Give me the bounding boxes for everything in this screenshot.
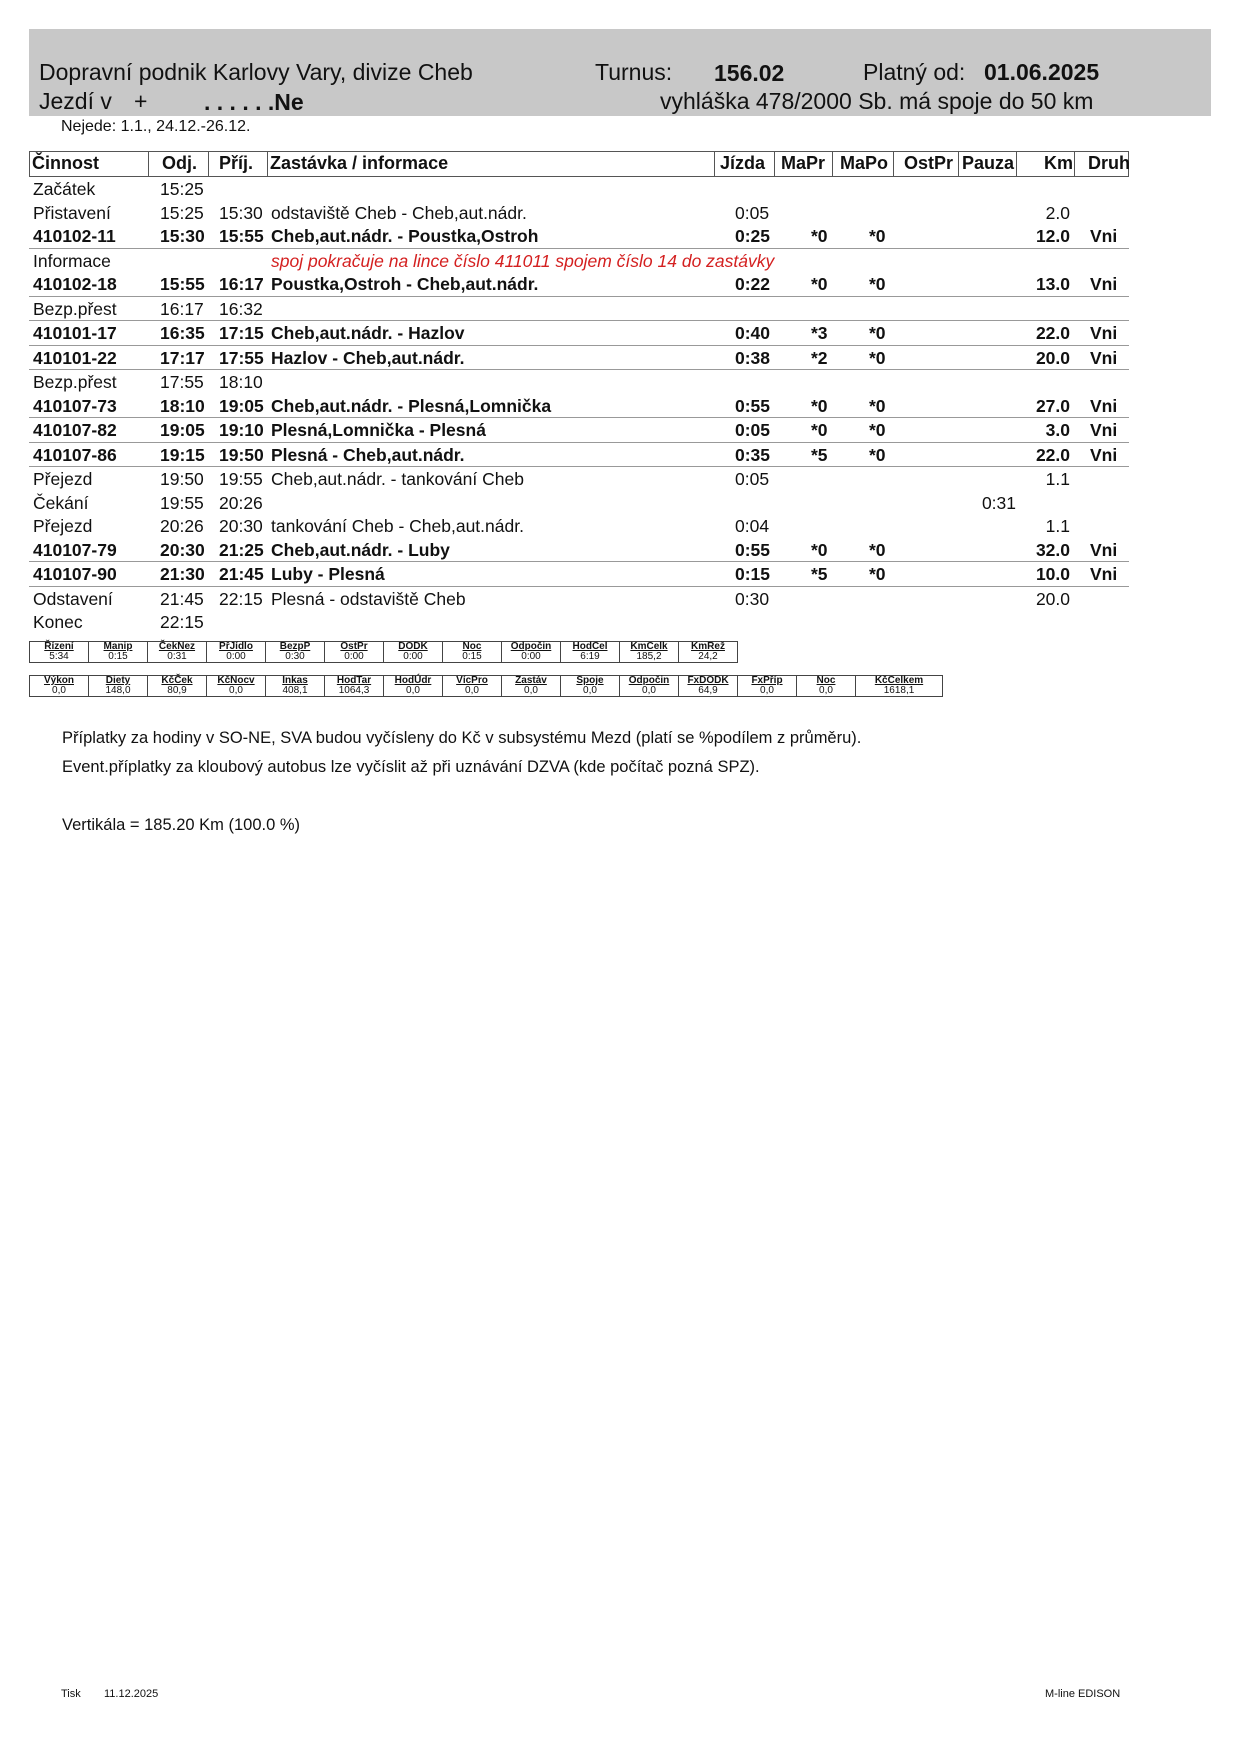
cell-km: 27.0 [1035, 395, 1070, 416]
cell-prij: 20:26 [219, 492, 263, 513]
cell-km: 22.0 [1035, 323, 1070, 343]
cell-cinnost: Přejezd [33, 469, 93, 489]
cell-cinnost: Začátek [33, 179, 96, 199]
col-pauza: Pauza [962, 153, 1015, 173]
summary-label: HodTar [336, 675, 372, 686]
table-row [29, 394, 1129, 419]
cell-cinnost: Odstavení [33, 588, 113, 609]
table-row [29, 249, 1129, 273]
table-row [29, 610, 1129, 634]
col-prij: Příj. [219, 153, 254, 173]
summary-value: 0,0 [406, 685, 420, 696]
cell-jizda: 0:04 [735, 516, 770, 536]
cell-mapo: *0 [869, 444, 886, 465]
summary-value: 0:00 [521, 651, 541, 662]
cell-cinnost: 410107-73 [33, 395, 117, 416]
cell-prij: 21:45 [219, 564, 264, 584]
cell-mapo: *0 [869, 323, 886, 343]
cell-cinnost: 410102-11 [33, 226, 116, 246]
software-name: M-line EDISON [1045, 1688, 1121, 1700]
cell-jizda: 0:55 [735, 395, 771, 416]
summary-label: FxPříp [751, 675, 783, 686]
cell-odj: 20:26 [160, 516, 204, 536]
cell-zastavka: Cheb,aut.nádr. - Plesná,Lomnička [271, 395, 552, 416]
header-band [29, 29, 1211, 116]
summary-cell [679, 676, 738, 696]
cell-km: 1.1 [1045, 469, 1070, 489]
cell-druh: Vni [1090, 420, 1118, 440]
summary-label: Manip [103, 641, 133, 652]
summary-value: 5:34 [49, 651, 69, 662]
cell-druh: Vni [1090, 226, 1118, 246]
summary-table-hours [29, 641, 738, 663]
summary-cell [266, 642, 325, 662]
summary-value: 24,2 [698, 651, 718, 662]
summary-cell [620, 642, 679, 662]
runs-label: Jezdí v [39, 88, 112, 114]
cell-prij: 15:55 [219, 226, 264, 246]
cell-mapr: *0 [811, 395, 828, 416]
cell-cinnost: Konec [33, 612, 83, 632]
cell-km: 20.0 [1035, 347, 1070, 368]
cell-zastavka: Plesná,Lomnička - Plesná [271, 420, 486, 440]
cell-prij: 19:10 [219, 420, 264, 440]
summary-value: 185,2 [636, 651, 662, 662]
summary-label: ČekNez [158, 641, 196, 652]
summary-cell [502, 676, 561, 696]
summary-label: Diety [105, 675, 131, 686]
cell-jizda: 0:40 [735, 323, 771, 343]
summary-label: Odpočin [510, 641, 552, 652]
cell-km: 10.0 [1035, 564, 1070, 584]
col-mapr: MaPr [781, 153, 826, 173]
cell-zastavka: Plesná - Cheb,aut.nádr. [271, 444, 465, 465]
table-row [29, 514, 1129, 538]
cell-mapr: *3 [811, 323, 828, 343]
summary-value: 0,0 [642, 685, 656, 696]
table-row [29, 443, 1129, 468]
summary-label: DODK [398, 641, 428, 652]
col-cinnost: Činnost [32, 153, 99, 173]
cell-odj: 19:50 [160, 469, 204, 489]
cell-jizda: 0:22 [735, 274, 771, 294]
table-row [29, 538, 1129, 563]
cell-zastavka: Hazlov - Cheb,aut.nádr. [271, 347, 465, 368]
cell-odj: 21:30 [160, 564, 205, 584]
summary-cell [620, 676, 679, 696]
cell-km: 2.0 [1045, 202, 1070, 223]
cell-cinnost: 410101-22 [33, 347, 117, 368]
summary-cell [856, 676, 942, 696]
summary-cell [561, 642, 620, 662]
cell-prij: 18:10 [219, 372, 263, 392]
cell-odj: 15:55 [160, 274, 205, 294]
cell-cinnost: Přejezd [33, 516, 93, 536]
valid-from-value: 01.06.2025 [984, 59, 1100, 85]
summary-value: 0,0 [760, 685, 774, 696]
summary-cell [148, 676, 207, 696]
cell-odj: 19:05 [160, 420, 205, 440]
table-row [29, 321, 1129, 346]
summary-label: FxDODK [687, 675, 729, 686]
summary-label: KčNocv [217, 675, 255, 686]
cell-prij: 17:55 [219, 347, 264, 368]
summary-value: 0,0 [819, 685, 833, 696]
cell-jizda: 0:25 [735, 226, 771, 246]
summary-cell [797, 676, 856, 696]
cell-mapr: *5 [811, 564, 828, 584]
cell-jizda: 0:30 [735, 588, 770, 609]
cell-druh: Vni [1090, 323, 1118, 343]
exceptions-note: Nejede: 1.1., 24.12.-26.12. [61, 118, 251, 135]
note-articulated-bus: Event.příplatky za kloubový autobus lze vyčíslit až při uznávání DZVA (kde počítač pozná SPZ). [62, 758, 760, 776]
cell-jizda: 0:38 [735, 347, 771, 368]
cell-km: 20.0 [1035, 588, 1070, 609]
cell-zastavka: Luby - Plesná [271, 564, 385, 584]
summary-cell [89, 642, 148, 662]
summary-label: PřJídlo [219, 641, 253, 652]
summary-value: 0:00 [403, 651, 423, 662]
cell-km: 22.0 [1035, 444, 1070, 465]
summary-value: 0:31 [167, 651, 187, 662]
cell-cinnost: Čekání [33, 492, 89, 513]
table-row [29, 201, 1129, 225]
regulation-text: vyhláška 478/2000 Sb. má spoje do 50 km [660, 88, 1094, 114]
col-odj: Odj. [162, 153, 197, 173]
cell-zastavka: odstaviště Cheb - Cheb,aut.nádr. [271, 202, 527, 223]
summary-value: 408,1 [282, 685, 308, 696]
cell-cinnost: 410107-79 [33, 539, 117, 560]
cell-cinnost: 410102-18 [33, 274, 117, 294]
cell-odj: 16:35 [160, 323, 205, 343]
table-row [29, 562, 1129, 587]
cell-cinnost: 410107-86 [33, 444, 117, 465]
col-mapo: MaPo [840, 153, 889, 173]
print-date: 11.12.2025 [104, 1688, 159, 1700]
table-row [29, 491, 1129, 515]
cell-cinnost: Bezp.přest [33, 372, 117, 392]
summary-value: 1064,3 [338, 685, 370, 696]
summary-table-costs [29, 675, 943, 697]
summary-value: 0:00 [344, 651, 364, 662]
table-row [29, 177, 1129, 201]
summary-value: 0:15 [108, 651, 128, 662]
cell-jizda: 0:05 [735, 420, 771, 440]
cell-odj: 15:25 [160, 179, 204, 199]
cell-odj: 19:15 [160, 444, 205, 465]
summary-value: 6:19 [580, 651, 600, 662]
summary-cell [148, 642, 207, 662]
cell-prij: 15:30 [219, 202, 263, 223]
runs-value: . . . . . .Ne [204, 89, 304, 115]
summary-value: 0:15 [462, 651, 482, 662]
summary-label: OstPr [340, 641, 368, 652]
turnus-value: 156.02 [714, 60, 785, 86]
cell-mapr: *0 [811, 226, 828, 246]
cell-prij: 19:05 [219, 395, 264, 416]
cell-pauza: 0:31 [981, 492, 1016, 513]
cell-prij: 22:15 [219, 588, 263, 609]
vertikala-total: Vertikála = 185.20 Km (100.0 %) [62, 816, 301, 834]
cell-odj: 21:45 [160, 588, 204, 609]
summary-value: 0,0 [583, 685, 597, 696]
summary-cell [207, 642, 266, 662]
summary-label: Zastáv [515, 675, 547, 686]
table-row [29, 272, 1129, 297]
table-row [29, 224, 1129, 249]
cell-zastavka: Cheb,aut.nádr. - Poustka,Ostroh [271, 226, 539, 246]
cell-druh: Vni [1090, 564, 1118, 584]
cell-km: 32.0 [1035, 539, 1070, 560]
cell-mapo: *0 [869, 564, 886, 584]
col-km: Km [1044, 153, 1074, 173]
summary-cell [443, 642, 502, 662]
cell-jizda: 0:35 [735, 444, 771, 465]
cell-prij: 16:17 [219, 274, 264, 294]
schedule-table [29, 151, 1129, 634]
cell-mapr: *2 [811, 347, 828, 368]
cell-jizda: 0:15 [735, 564, 771, 584]
summary-label: Noc [462, 641, 482, 652]
summary-label: KčCelkem [874, 675, 924, 686]
summary-cell [384, 642, 443, 662]
summary-value: 0,0 [229, 685, 243, 696]
summary-label: Odpočin [628, 675, 670, 686]
cell-zastavka: Cheb,aut.nádr. - Luby [271, 539, 450, 560]
summary-cell [89, 676, 148, 696]
summary-label: BezpP [279, 641, 311, 652]
cell-jizda: 0:55 [735, 539, 771, 560]
cell-prij: 21:25 [219, 539, 264, 560]
summary-cell [207, 676, 266, 696]
cell-km: 1.1 [1045, 516, 1070, 536]
summary-label: Spoje [576, 675, 604, 686]
summary-cell [325, 642, 384, 662]
summary-value: 80,9 [167, 685, 187, 696]
cell-odj: 16:17 [160, 298, 204, 319]
summary-label: KmCelk [630, 641, 668, 652]
table-row [29, 467, 1129, 491]
cell-cinnost: 410107-82 [33, 420, 117, 440]
summary-label: Výkon [43, 675, 74, 686]
cell-mapr: *5 [811, 444, 828, 465]
cell-mapr: *0 [811, 539, 828, 560]
cell-zastavka: Poustka,Ostroh - Cheb,aut.nádr. [271, 274, 539, 294]
cell-odj: 19:55 [160, 492, 204, 513]
table-header [29, 151, 1129, 177]
table-row [29, 370, 1129, 394]
summary-value: 0,0 [52, 685, 66, 696]
cell-km: 3.0 [1045, 420, 1070, 440]
cell-zastavka: spoj pokračuje na lince číslo 411011 spojem číslo 14 do zastávky [271, 250, 775, 271]
turnus-label: Turnus: [595, 59, 673, 85]
cell-cinnost: 410107-90 [33, 564, 117, 584]
cell-odj: 17:55 [160, 372, 204, 392]
summary-value: 0:30 [285, 651, 305, 662]
cell-km: 13.0 [1035, 274, 1070, 294]
schedule-rows [29, 177, 1129, 634]
cell-jizda: 0:05 [735, 469, 770, 489]
cell-prij: 20:30 [219, 516, 263, 536]
cell-druh: Vni [1090, 395, 1118, 416]
summary-value: 64,9 [698, 685, 718, 696]
cell-mapo: *0 [869, 274, 886, 294]
cell-druh: Vni [1090, 347, 1118, 368]
cell-mapo: *0 [869, 226, 886, 246]
summary-value: 148,0 [105, 685, 131, 696]
summary-cell [679, 642, 737, 662]
cell-mapo: *0 [869, 539, 886, 560]
summary-cell [30, 642, 89, 662]
summary-cell [443, 676, 502, 696]
cell-odj: 18:10 [160, 395, 205, 416]
cell-odj: 15:30 [160, 226, 205, 246]
cell-prij: 17:15 [219, 323, 264, 343]
summary-cell [561, 676, 620, 696]
cell-mapo: *0 [869, 347, 886, 368]
note-weekend-surcharge: Příplatky za hodiny v SO-NE, SVA budou vyčísleny do Kč v subsystému Mezd (platí se %podílem z průměru). [62, 729, 862, 747]
summary-value: 1618,1 [883, 685, 915, 696]
cell-cinnost: Přistavení [33, 202, 111, 223]
cell-km: 12.0 [1035, 226, 1070, 246]
summary-value: 0,0 [524, 685, 538, 696]
print-label: Tisk [61, 1688, 81, 1700]
summary-label: HodCel [572, 641, 608, 652]
table-row [29, 346, 1129, 371]
cell-odj: 15:25 [160, 202, 204, 223]
table-row [29, 418, 1129, 443]
cell-cinnost: Informace [33, 250, 111, 271]
summary-label: Řízení [44, 641, 74, 652]
col-ostpr: OstPr [904, 153, 954, 173]
runs-plus: + [134, 88, 148, 114]
col-druh: Druh [1088, 153, 1130, 173]
col-zastavka: Zastávka / informace [270, 153, 449, 173]
cell-druh: Vni [1090, 539, 1118, 560]
summary-value: 0,0 [465, 685, 479, 696]
cell-cinnost: Bezp.přest [33, 298, 117, 319]
cell-zastavka: Cheb,aut.nádr. - tankování Cheb [271, 469, 524, 489]
cell-cinnost: 410101-17 [33, 323, 117, 343]
col-jizda: Jízda [720, 153, 766, 173]
table-row [29, 297, 1129, 322]
cell-mapr: *0 [811, 420, 828, 440]
valid-from-label: Platný od: [863, 59, 966, 85]
cell-zastavka: Cheb,aut.nádr. - Hazlov [271, 323, 465, 343]
cell-odj: 20:30 [160, 539, 205, 560]
summary-label: Noc [816, 675, 836, 686]
cell-prij: 16:32 [219, 298, 263, 319]
summary-cell [325, 676, 384, 696]
cell-druh: Vni [1090, 444, 1118, 465]
cell-odj: 17:17 [160, 347, 205, 368]
summary-cell [738, 676, 797, 696]
cell-druh: Vni [1090, 274, 1118, 294]
summary-label: KmRež [691, 641, 725, 652]
summary-cell [266, 676, 325, 696]
summary-cell [384, 676, 443, 696]
cell-mapr: *0 [811, 274, 828, 294]
cell-zastavka: tankování Cheb - Cheb,aut.nádr. [271, 516, 524, 536]
cell-mapo: *0 [869, 395, 886, 416]
cell-jizda: 0:05 [735, 202, 770, 223]
summary-label: Inkas [282, 675, 308, 686]
cell-zastavka: Plesná - odstaviště Cheb [271, 588, 466, 609]
summary-cell [502, 642, 561, 662]
table-row [29, 587, 1129, 611]
cell-odj: 22:15 [160, 612, 204, 632]
summary-cell [30, 676, 89, 696]
summary-label: HodÚdr [394, 675, 432, 686]
cell-mapo: *0 [869, 420, 886, 440]
cell-prij: 19:55 [219, 469, 263, 489]
summary-value: 0:00 [226, 651, 246, 662]
cell-prij: 19:50 [219, 444, 264, 465]
company-name: Dopravní podnik Karlovy Vary, divize Cheb [39, 59, 473, 85]
summary-label: KčČek [161, 675, 193, 686]
summary-label: VícPro [456, 675, 488, 686]
